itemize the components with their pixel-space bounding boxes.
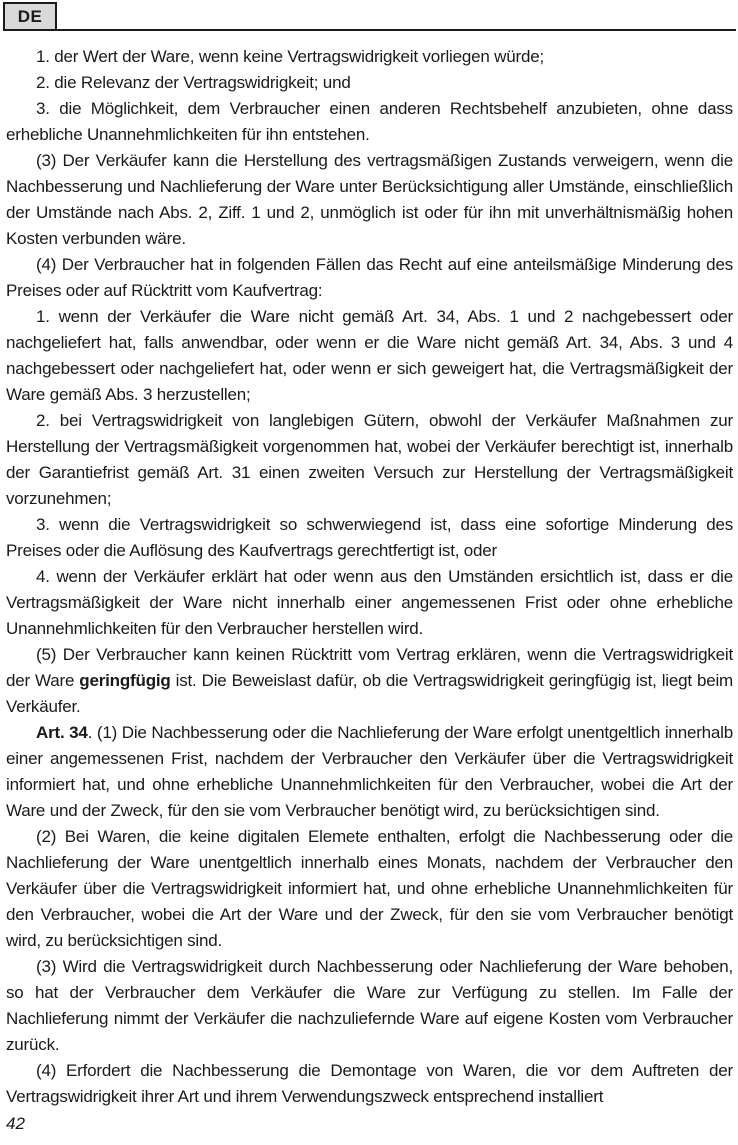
paragraph: 1. wenn der Verkäufer die Ware nicht gemäß Art. 34, Abs. 1 und 2 nachgebessert oder nachgeliefert hat, falls anwendbar, oder wenn er die Ware nicht gemäß Art. 34, Abs. 3 und 4 nachgebessert oder nachgeliefert hat, oder wenn er sich geweigert hat, die Vertragsmäßigkeit der Ware gemäß Abs. 3 herzustellen; [6,307,733,404]
paragraph: 4. wenn der Verkäufer erklärt hat oder wenn aus den Umständen ersichtlich ist, dass er die Vertragsmäßigkeit der Ware nicht innerhalb einer angemessenen Frist oder ohne erhebliche Unannehmlichkeiten für den Verbraucher herstellen wird. [6,567,733,638]
paragraph: (5) Der Verbraucher kann keinen Rücktritt vom Vertrag erklären, wenn die Vertragswidrigkeit der Ware geringfügig ist. Die Beweislast dafür, ob die Vertragswidrigkeit geringfügig ist, liegt beim Verkäufer. [6,645,733,716]
paragraph: (4) Erfordert die Nachbesserung die Demontage von Waren, die vor dem Auftreten der Vertragswidrigkeit ihrer Art und ihrem Verwendungszweck entsprechend installiert [6,1061,733,1106]
header-rule [3,29,736,31]
paragraph: 3. wenn die Vertragswidrigkeit so schwerwiegend ist, dass eine sofortige Minderung des Preises oder die Auflösung des Kaufvertrags gerechtfertigt ist, oder [6,515,733,560]
paragraph: (2) Bei Waren, die keine digitalen Elemete enthalten, erfolgt die Nachbesserung oder die Nachlieferung der Ware unentgeltlich innerhalb eines Monats, nachdem der Verbraucher den Verkäufer über die Vertragswidrigkeit informiert hat, und ohne erhebliche Unannehmlichkeiten für den Verbraucher, wobei die Art der Ware und der Zweck, für den sie vom Verbraucher benötigt wird, zu berücksichtigen sind. [6,827,733,950]
paragraph: 2. die Relevanz der Vertragswidrigkeit; und [36,73,351,92]
language-tab-label: DE [17,6,43,26]
paragraph: (3) Der Verkäufer kann die Herstellung des vertragsmäßigen Zustands verweigern, wenn die Nachbesserung und Nachlieferung der Ware unter Berücksichtigung aller Umstände, einschließlich der Umstände nach Abs. 2, Ziff. 1 und 2, unmöglich ist oder für ihn mit unverhältnismäßig hohen Kosten verbunden wäre. [6,151,733,248]
paragraph: 3. die Möglichkeit, dem Verbraucher einen anderen Rechtsbehelf anzubieten, ohne dass erhebliche Unannehmlichkeiten für ihn entstehen. [6,99,733,144]
paragraph: 1. der Wert der Ware, wenn keine Vertragswidrigkeit vorliegen würde; [36,47,544,66]
paragraph: (4) Der Verbraucher hat in folgenden Fällen das Recht auf eine anteilsmäßige Minderung des Preises oder auf Rücktritt vom Kaufvertrag: [6,255,733,300]
paragraph: Art. 34. (1) Die Nachbesserung oder die Nachlieferung der Ware erfolgt unentgeltlich innerhalb einer angemessenen Frist, nachdem der Verbraucher den Verkäufer über die Vertragswidrigkeit informiert hat, und ohne erhebliche Unannehmlichkeiten für den Verbraucher, wobei die Art der Ware und der Zweck, für den sie vom Verbraucher benötigt wird, zu berücksichtigen sind. [6,723,733,820]
language-tab-de[interactable] [3,2,57,31]
paragraph: (3) Wird die Vertragswidrigkeit durch Nachbesserung oder Nachlieferung der Ware behoben, so hat der Verbraucher dem Verkäufer die Ware zur Verfügung zu stellen. Im Falle der Nachlieferung nimmt der Verkäufer die nachzuliefernde Ware auf eigene Kosten vom Verbraucher zurück. [6,957,733,1054]
page-number: 42 [6,1114,25,1133]
paragraph: 2. bei Vertragswidrigkeit von langlebigen Gütern, obwohl der Verkäufer Maßnahmen zur Herstellung der Vertragsmäßigkeit vorgenommen hat, wobei der Verkäufer berechtigt ist, innerhalb der Garantiefrist gemäß Art. 31 einen zweiten Versuch zur Herstellung der Vertragsmäßigkeit vorzunehmen; [6,411,733,508]
document-body [0,31,738,1110]
